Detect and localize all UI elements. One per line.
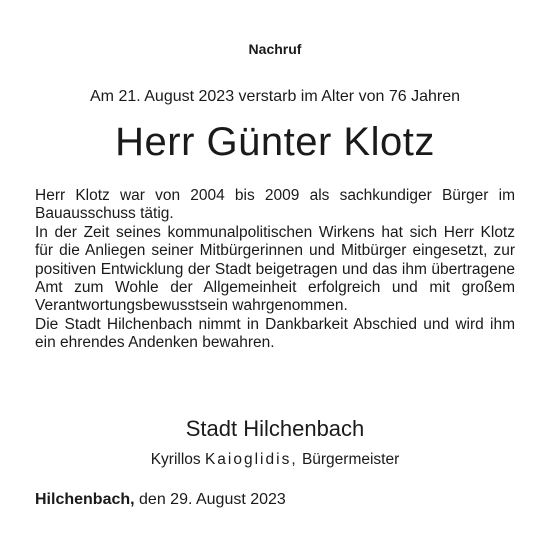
signer-title: Bürgermeister	[301, 451, 400, 468]
dateline	[35, 490, 286, 510]
signer-last-name: Kaioglidis,	[204, 451, 298, 468]
tribute-text	[35, 187, 515, 353]
notice-heading: Nachruf	[248, 41, 302, 57]
dateline-date: den 29. August 2023	[139, 491, 286, 508]
organization-name: Stadt Hilchenbach	[185, 416, 365, 441]
tribute-paragraph-3: Die Stadt Hilchenbach nimmt in Dankbarkeit Abschied und wird ihm ein ehrendes Andenken bewahren.	[35, 315, 515, 352]
tribute-paragraph-2: In der Zeit seines kommunalpolitischen Wirkens hat sich Herr Klotz für die Anliegen seiner Mitbürgerinnen und Mitbürger eingesetzt, zur positiven Entwicklung der Stadt beigetragen und das ihm übertragene Amt zum Wohle der Allgemeinheit erfolgreich und mit großem Verantwortungsbewusstsein wahrgenommen.	[35, 223, 515, 315]
tribute-paragraph-1: Herr Klotz war von 2004 bis 2009 als sachkundiger Bürger im Bauausschuss tätig.	[35, 187, 515, 223]
death-announcement: Am 21. August 2023 verstarb im Alter von 76 Jahren	[90, 88, 460, 105]
dateline-place: Hilchenbach,	[35, 491, 135, 508]
signer-line	[0, 450, 550, 470]
signer-first-name: Kyrillos	[150, 451, 201, 468]
deceased-name: Herr Günter Klotz	[115, 120, 435, 164]
